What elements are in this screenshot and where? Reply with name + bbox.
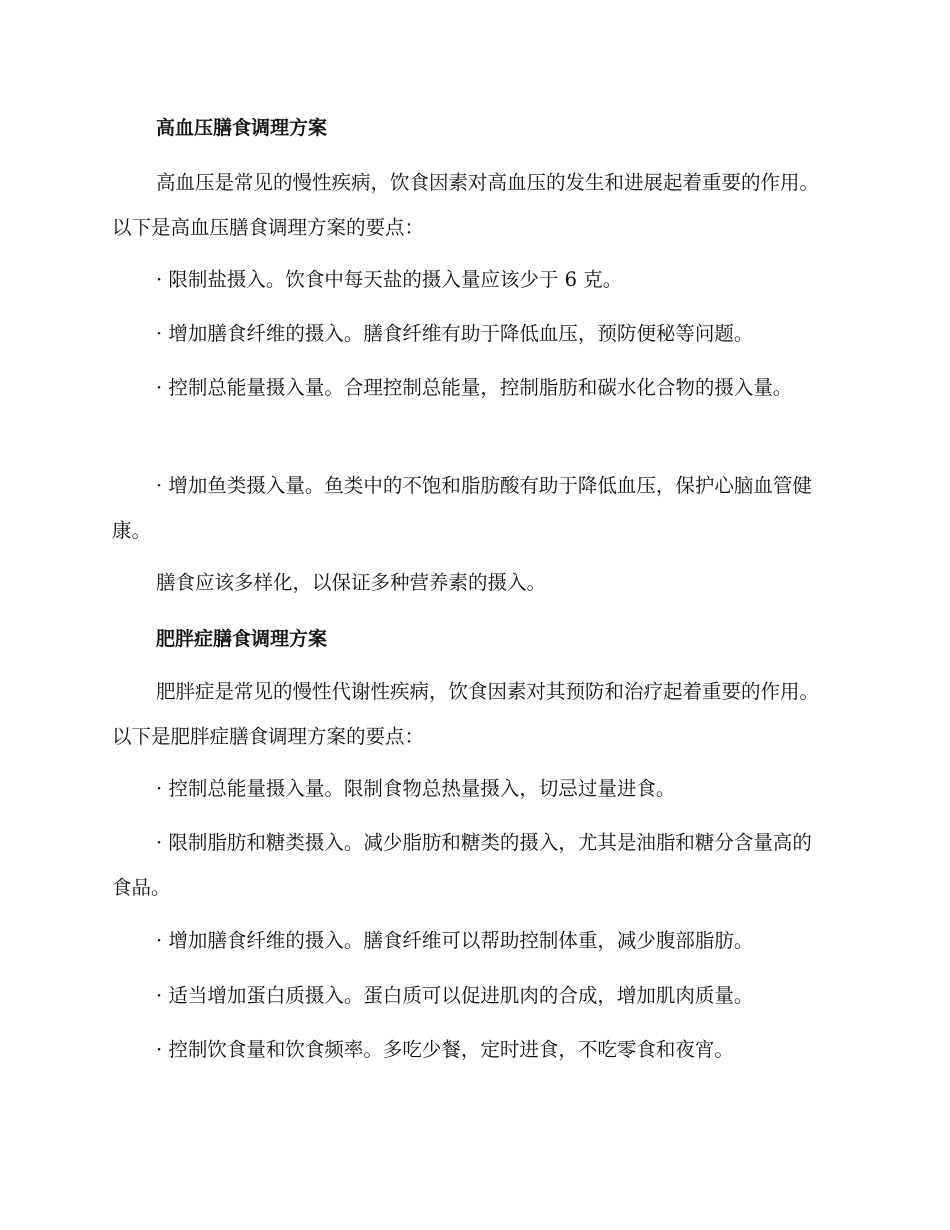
bullet-item: · 限制盐摄入。饮食中每天盐的摄入量应该少于 6 克。 <box>156 268 623 291</box>
section-heading-hypertension: 高血压膳食调理方案 <box>156 117 328 139</box>
section-closing-hypertension: 膳食应该多样化，以保证多种营养素的摄入。 <box>156 571 547 594</box>
bullet-item: · 控制总能量摄入量。限制食物总热量摄入，切忌过量进食。 <box>156 777 676 800</box>
bullet-item: · 限制脂肪和糖类摄入。减少脂肪和糖类的摄入，尤其是油脂和糖分含量高的食品。 <box>112 831 812 899</box>
section-heading-obesity: 肥胖症膳食调理方案 <box>156 628 328 650</box>
bullet-item: · 增加鱼类摄入量。鱼类中的不饱和脂肪酸有助于降低血压，保护心脑血管健康。 <box>112 474 812 542</box>
bullet-item: · 控制饮食量和饮食频率。多吃少餐，定时进食，不吃零食和夜宵。 <box>156 1038 734 1061</box>
bullet-item: · 适当增加蛋白质摄入。蛋白质可以促进肌肉的合成，增加肌肉质量。 <box>156 984 754 1007</box>
section-intro-obesity: 肥胖症是常见的慢性代谢性疾病，饮食因素对其预防和治疗起着重要的作用。以下是肥胖症膳食调理方案的要点： <box>112 680 820 748</box>
bullet-item: · 控制总能量摄入量。合理控制总能量，控制脂肪和碳水化合物的摄入量。 <box>156 376 793 399</box>
bullet-item: · 增加膳食纤维的摄入。膳食纤维可以帮助控制体重，减少腹部脂肪。 <box>156 929 754 952</box>
section-intro-hypertension: 高血压是常见的慢性疾病，饮食因素对高血压的发生和进展起着重要的作用。以下是高血压膳食调理方案的要点： <box>112 171 820 239</box>
bullet-item: · 增加膳食纤维的摄入。膳食纤维有助于降低血压，预防便秘等问题。 <box>156 322 754 345</box>
